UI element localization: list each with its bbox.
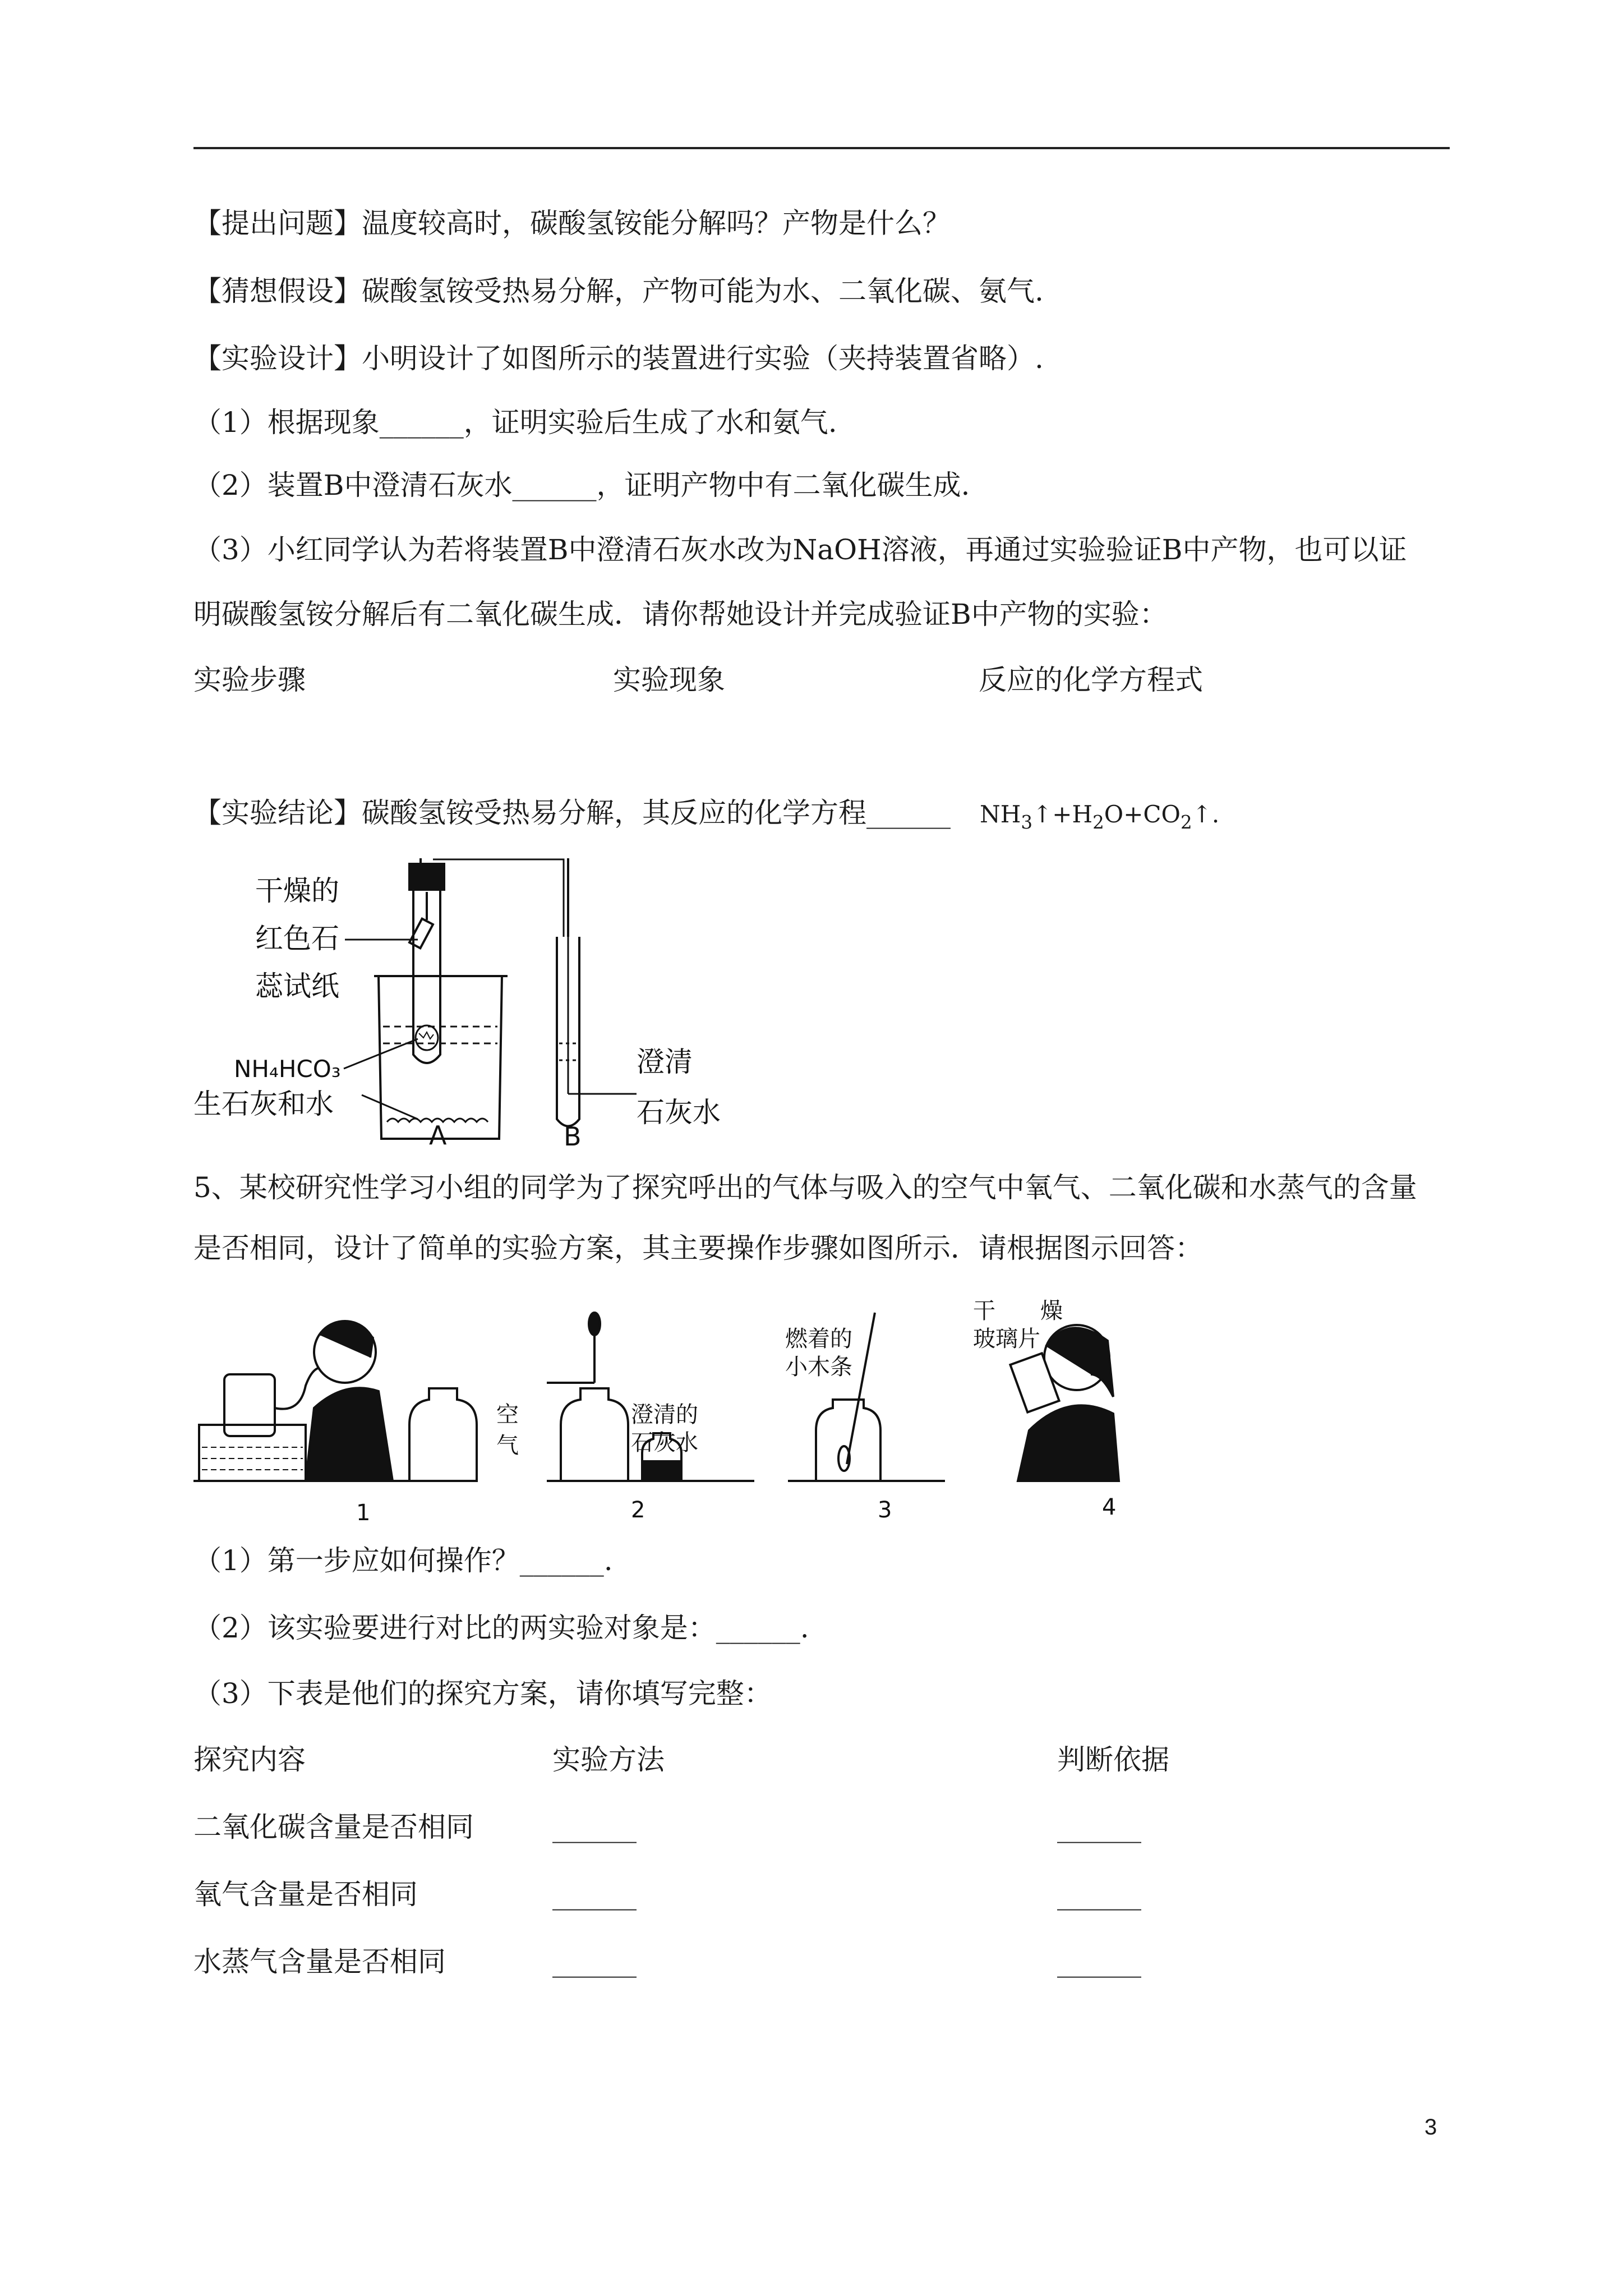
equation-arrow-h: ↑+H [1032,800,1093,828]
label-burning: 燃着的 [785,1326,852,1352]
conclusion [193,795,1219,840]
table1-header-equation: 反应的化学方程式 [979,664,1203,696]
label-glass-plate: 玻璃片 [973,1326,1040,1352]
label-nh4hco3: NH₄HCO₃ [234,1055,341,1083]
label-air-2: 气 [496,1433,519,1458]
table2-header-method: 实验方法 [552,1743,665,1776]
label-a: A [429,1120,447,1150]
question-5-1: （1）第一步应如何操作？______. [193,1544,613,1577]
question-prompt: 【提出问题】温度较高时，碳酸氢铵能分解吗？产物是什么？ [193,207,951,240]
equation-arrow-end: ↑. [1192,800,1220,828]
sub-question-1: （1）根据现象______，证明实验后生成了水和氨气. [193,406,837,439]
label-red-litmus: 红色石 [255,922,339,955]
sub-question-3-line2: 明碳酸氢铵分解后有二氧化碳生成．请你帮她设计并完成验证B中产物的实验： [193,598,1168,631]
table2-blank-basis-3: ______ [1057,1945,1141,1978]
header-rule [193,147,1450,149]
step-number-2: 2 [631,1497,645,1523]
table2-blank-basis-2: ______ [1057,1878,1141,1911]
table1-header-phenomena: 实验现象 [613,664,725,696]
table2-row-co2: 二氧化碳含量是否相同 [193,1811,474,1843]
equation-nh: NH [980,800,1021,828]
question-5-line2: 是否相同，设计了简单的实验方案，其主要操作步骤如图所示．请根据图示回答： [193,1232,1203,1264]
step-number-3: 3 [878,1497,892,1523]
label-limewater: 石灰水 [637,1096,721,1129]
hypothesis: 【猜想假设】碳酸氢铵受热易分解，产物可能为水、二氧化碳、氨气. [193,275,1044,307]
label-stick: 小木条 [785,1354,852,1380]
question-5-3: （3）下表是他们的探究方案，请你填写完整： [193,1677,772,1710]
table2-blank-basis-1: ______ [1057,1811,1141,1843]
equation-sub-2b: 2 [1180,812,1192,833]
table2-header-basis: 判断依据 [1057,1743,1169,1776]
table2-row-o2: 氧气含量是否相同 [193,1878,418,1911]
conclusion-text: 【实验结论】碳酸氢铵受热易分解，其反应的化学方程______ [193,797,951,829]
label-clear-of: 澄清的 [631,1402,698,1428]
label-dry-2: 燥 [1040,1298,1063,1324]
step-number-1: 1 [356,1500,371,1526]
label-dry-1: 干 [973,1298,995,1324]
sub-question-2: （2）装置B中澄清石灰水______，证明产物中有二氧化碳生成. [193,469,970,501]
table2-row-water-vapor: 水蒸气含量是否相同 [193,1945,446,1978]
label-limewater-2: 石灰水 [631,1430,698,1456]
procedure-figure [193,1290,1147,1537]
equation-sub-3: 3 [1021,812,1033,833]
label-air-1: 空 [496,1402,519,1428]
table2-blank-method-3: ______ [552,1945,637,1978]
label-clear: 澄清 [637,1046,693,1078]
design: 【实验设计】小明设计了如图所示的装置进行实验（夹持装置省略）. [193,342,1044,375]
table1-header-steps: 实验步骤 [193,664,306,696]
page-number: 3 [1424,2115,1437,2139]
question-5-2: （2）该实验要进行对比的两实验对象是：______. [193,1612,809,1644]
table2-header-content: 探究内容 [193,1743,306,1776]
label-quicklime-water: 生石灰和水 [193,1088,334,1120]
step-number-4: 4 [1102,1494,1117,1520]
equation-o-co: O+CO [1104,800,1181,828]
question-5-line1: 5、某校研究性学习小组的同学为了探究呼出的气体与吸入的空气中氧气、二氧化碳和水蒸气的含量 [193,1171,1417,1204]
equation-sub-2: 2 [1092,812,1104,833]
table2-blank-method-2: ______ [552,1878,637,1911]
table2-blank-method-1: ______ [552,1811,637,1843]
label-litmus-paper: 蕊试纸 [255,970,339,1002]
label-b: B [564,1121,582,1150]
apparatus-figure [193,858,754,1150]
label-dry: 干燥的 [255,875,339,907]
sub-question-3-line1: （3）小红同学认为若将装置B中澄清石灰水改为NaOH溶液，再通过实验验证B中产物，也可以证 [193,533,1407,566]
